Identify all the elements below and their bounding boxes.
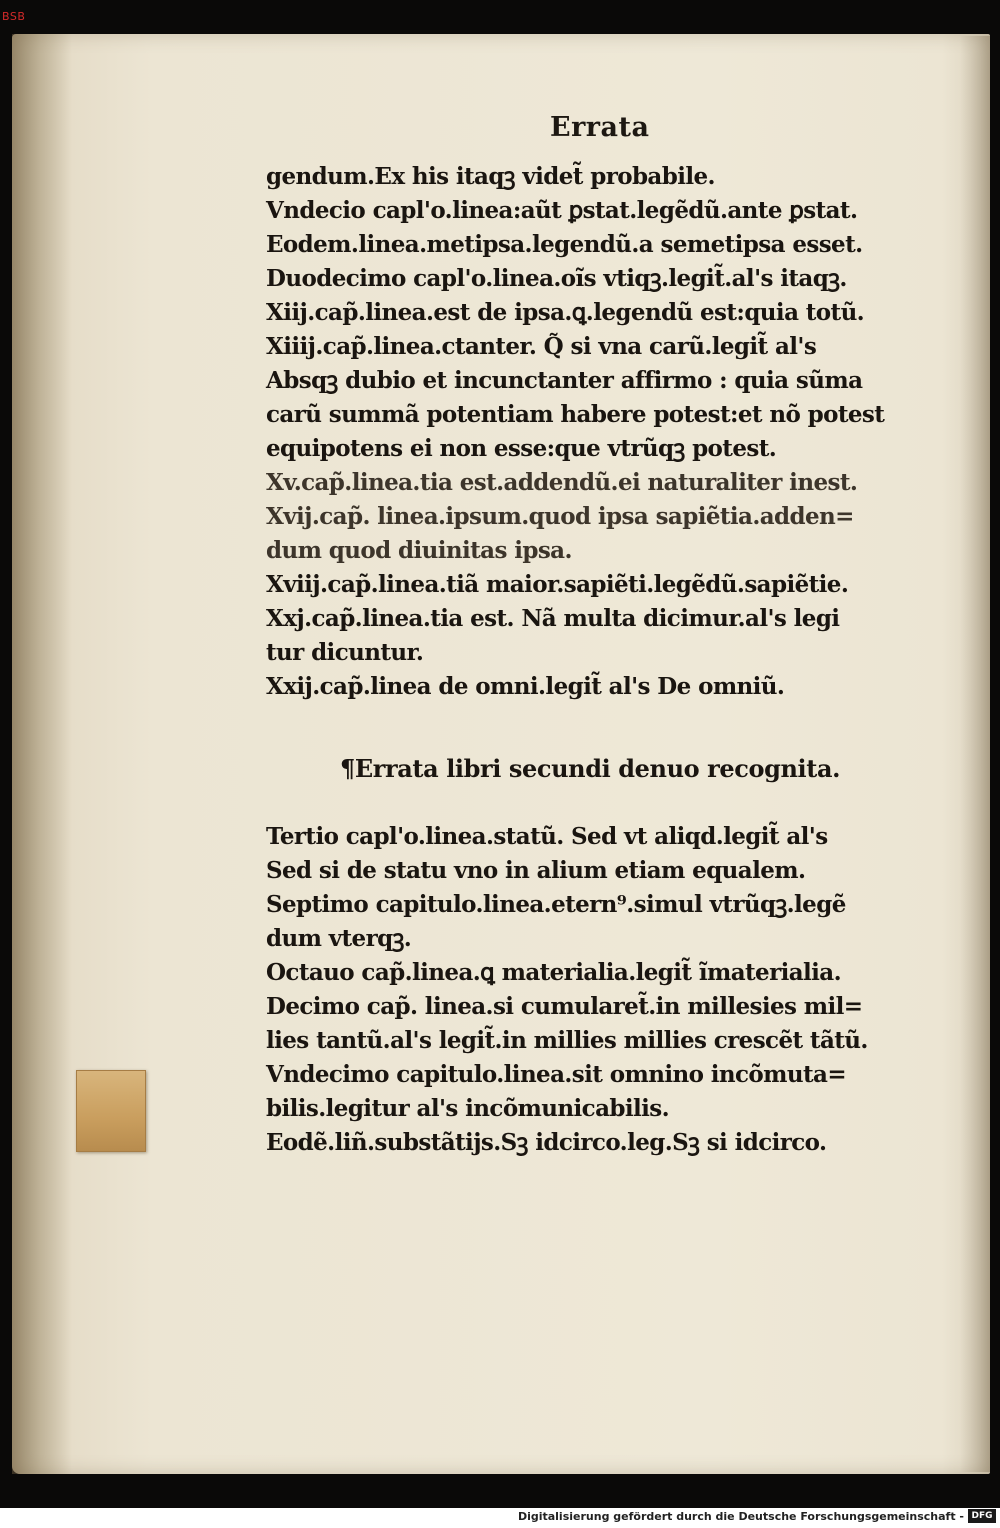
running-head: Errata — [550, 112, 650, 143]
text-line: dum quod diuinitas ipsa. — [266, 537, 572, 564]
text-line: Xviij.cap̃.linea.tiã maior.sapiẽti.legẽdũ.sapiẽtie. — [266, 571, 849, 598]
text-line: Vndecimo capitulo.linea.sit omnino incõmuta= — [266, 1061, 846, 1088]
text-line: Xxj.cap̃.linea.tia est. Nã multa dicimur.al's legi — [266, 605, 840, 632]
text-line: Sed si de statu vno in alium etiam equalem. — [266, 857, 806, 884]
text-line: equipotens ei non esse:que vtrũqꝫ potest. — [266, 435, 777, 462]
text-line: Decimo cap̃. linea.si cumularet̃.in millesies mil= — [266, 993, 863, 1020]
page-edge-shadow — [960, 36, 990, 1472]
text-line: bilis.legitur al's incõmunicabilis. — [266, 1095, 670, 1122]
errata-list-book-two — [266, 820, 956, 1160]
text-line: Xvij.cap̃. linea.ipsum.quod ipsa sapiẽtia.adden= — [266, 503, 854, 530]
text-line: Xiij.cap̃.linea.est de ipsa.ꝗ.legendũ est:quia totũ. — [266, 299, 865, 326]
text-line: tur dicuntur. — [266, 639, 424, 666]
errata-list-book-one — [266, 160, 956, 704]
text-line: Eodem.linea.metipsa.legendũ.a semetipsa esset. — [266, 231, 863, 258]
text-line: lies tantũ.al's legit̃.in millies millies crescẽt tãtũ. — [266, 1027, 868, 1054]
text-line: Tertio capl'o.linea.statũ. Sed vt aliqd.legit̃ al's — [266, 823, 828, 850]
text-line: dum vterqꝫ. — [266, 925, 412, 952]
text-line: Xiiij.cap̃.linea.ctanter. Q̃ si vna carũ.legit̃ al's — [266, 333, 817, 360]
section-heading: ¶Errata libri secundi denuo recognita. — [340, 754, 841, 783]
text-line: Septimo capitulo.linea.etern⁹.simul vtrũqꝫ.legẽ — [266, 891, 846, 918]
text-line: Duodecimo capl'o.linea.oĩs vtiqꝫ.legit̃.al's itaqꝫ. — [266, 265, 847, 292]
text-line: gendum.Ex his itaqꝫ videt̃ probabile. — [266, 163, 715, 190]
text-line: Eodẽ.liñ.substãtijs.Sꝫ idcirco.leg.Sꝫ si idcirco. — [266, 1129, 827, 1156]
text-line: Xv.cap̃.linea.tia est.addendũ.ei naturaliter inest. — [266, 469, 858, 496]
funding-credit: Digitalisierung gefördert durch die Deutsche Forschungsgemeinschaft - — [517, 1510, 964, 1523]
text-line: Xxij.cap̃.linea de omni.legit̃ al's De omniũ. — [266, 673, 785, 700]
text-line: Absqꝫ dubio et incunctanter affirmo : quia sũma — [266, 367, 863, 394]
text-line: Vndecio capl'o.linea:aũt ꝑstat.legẽdũ.ante ꝑstat. — [266, 197, 858, 224]
library-watermark: BSB — [2, 10, 26, 23]
text-line: carũ summã potentiam habere potest:et nõ potest — [266, 401, 885, 428]
text-line: Octauo cap̃.linea.ꝗ materialia.legit̃ ĩmaterialia. — [266, 959, 842, 986]
dfg-logo: DFG — [968, 1509, 996, 1523]
paper-tab-marker — [76, 1070, 146, 1152]
